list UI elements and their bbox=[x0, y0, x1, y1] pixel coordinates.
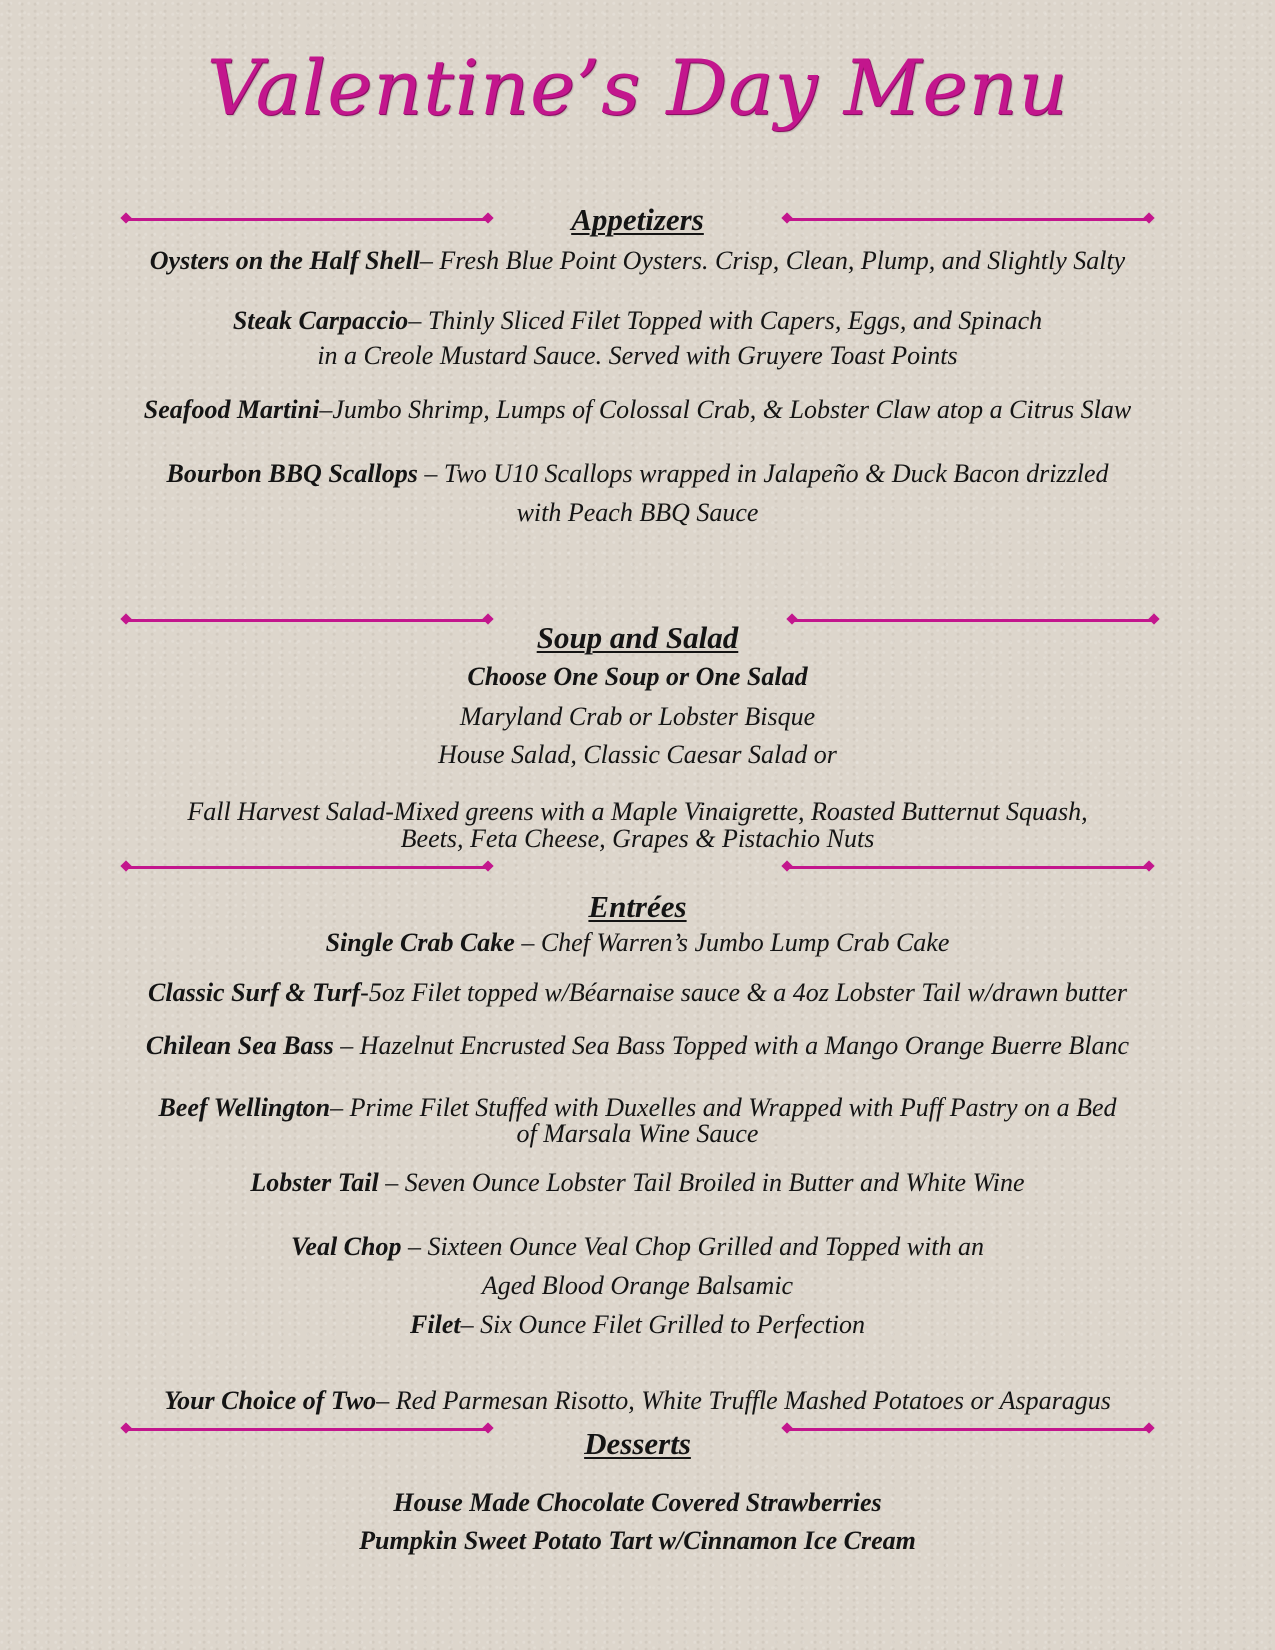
item-name: Beef Wellington bbox=[158, 1093, 331, 1122]
section-heading-entrees: Entrées bbox=[588, 889, 687, 924]
item-name: Classic Surf & Turf bbox=[148, 978, 361, 1007]
item-name: Chilean Sea Bass bbox=[145, 1031, 334, 1060]
item-name: Single Crab Cake bbox=[325, 928, 515, 957]
list-item: Beets, Feta Cheese, Grapes & Pistachio Nuts bbox=[400, 824, 875, 853]
menu-item: Chilean Sea Bass – Hazelnut Encrusted Sea Bass Topped with a Mango Orange Buerre Blanc bbox=[145, 1031, 1130, 1060]
item-description: 5oz Filet topped w/Béarnaise sauce & a 4oz Lobster Tail w/drawn butter bbox=[368, 978, 1127, 1007]
list-item: House Salad, Classic Caesar Salad or bbox=[438, 740, 837, 769]
menu-item: Veal Chop – Sixteen Ounce Veal Chop Grilled and Topped with an bbox=[290, 1232, 985, 1261]
menu-item-sides: Your Choice of Two– Red Parmesan Risotto, White Truffle Mashed Potatoes or Asparagus bbox=[164, 1386, 1111, 1415]
item-description: Red Parmesan Risotto, White Truffle Mashed Potatoes or Asparagus bbox=[395, 1386, 1111, 1415]
item-description: Hazelnut Encrusted Sea Bass Topped with a Mango Orange Buerre Blanc bbox=[359, 1031, 1130, 1060]
item-description: Chef Warren’s Jumbo Lump Crab Cake bbox=[540, 928, 950, 957]
menu-item: Filet– Six Ounce Filet Grilled to Perfection bbox=[410, 1310, 865, 1339]
menu-item: Single Crab Cake – Chef Warren’s Jumbo Lump Crab Cake bbox=[325, 928, 950, 957]
item-description: Sixteen Ounce Veal Chop Grilled and Topped with an bbox=[427, 1232, 985, 1261]
item-description: Two U10 Scallops wrapped in Jalapeño & Duck Bacon drizzled bbox=[443, 459, 1109, 488]
menu-title: Valentine’s Day Menu bbox=[206, 43, 1069, 132]
item-name: Your Choice of Two bbox=[164, 1386, 377, 1415]
section-heading-desserts: Desserts bbox=[584, 1426, 691, 1461]
item-description: Thinly Sliced Filet Topped with Capers, Eggs, and Spinach bbox=[427, 306, 1043, 335]
dessert-item: Pumpkin Sweet Potato Tart w/Cinnamon Ice Cream bbox=[359, 1526, 916, 1555]
list-item: Fall Harvest Salad-Mixed greens with a Maple Vinaigrette, Roasted Butternut Squash, bbox=[187, 797, 1088, 826]
item-name: Bourbon BBQ Scallops bbox=[166, 459, 418, 488]
item-description-cont: in a Creole Mustard Sauce. Served with Gruyere Toast Points bbox=[317, 341, 958, 370]
item-description-cont: with Peach BBQ Sauce bbox=[516, 498, 759, 527]
divider-left bbox=[127, 866, 487, 869]
item-description: Fresh Blue Point Oysters. Crisp, Clean, Plump, and Slightly Salty bbox=[439, 246, 1126, 275]
item-name: Lobster Tail bbox=[250, 1168, 379, 1197]
section-subheading: Choose One Soup or One Salad bbox=[467, 662, 808, 691]
menu-item: Beef Wellington– Prime Filet Stuffed with Duxelles and Wrapped with Puff Pastry on a Bed bbox=[158, 1093, 1117, 1122]
item-description: Prime Filet Stuffed with Duxelles and Wrapped with Puff Pastry on a Bed bbox=[349, 1093, 1117, 1122]
item-description-cont: of Marsala Wine Sauce bbox=[516, 1119, 759, 1148]
menu-item: Lobster Tail – Seven Ounce Lobster Tail Broiled in Butter and White Wine bbox=[250, 1168, 1025, 1197]
section-heading-appetizers: Appetizers bbox=[571, 202, 704, 237]
menu-item: Steak Carpaccio– Thinly Sliced Filet Topped with Capers, Eggs, and Spinach bbox=[232, 306, 1043, 335]
dessert-item: House Made Chocolate Covered Strawberries bbox=[393, 1488, 882, 1517]
item-description-cont: Aged Blood Orange Balsamic bbox=[481, 1271, 794, 1300]
section-heading-soup-salad: Soup and Salad bbox=[536, 620, 739, 655]
item-description: Seven Ounce Lobster Tail Broiled in Butter and White Wine bbox=[404, 1168, 1025, 1197]
item-description: Jumbo Shrimp, Lumps of Colossal Crab, & Lobster Claw atop a Citrus Slaw bbox=[332, 395, 1132, 424]
menu-item: Classic Surf & Turf-5oz Filet topped w/Béarnaise sauce & a 4oz Lobster Tail w/drawn butter bbox=[148, 978, 1127, 1007]
item-name: Steak Carpaccio bbox=[232, 306, 409, 335]
item-name: Oysters on the Half Shell bbox=[149, 246, 420, 275]
menu-item: Bourbon BBQ Scallops – Two U10 Scallops wrapped in Jalapeño & Duck Bacon drizzled bbox=[166, 459, 1109, 488]
menu-item: Oysters on the Half Shell– Fresh Blue Point Oysters. Crisp, Clean, Plump, and Slightly Salty bbox=[149, 246, 1126, 275]
item-description: Six Ounce Filet Grilled to Perfection bbox=[480, 1310, 865, 1339]
item-name: Seafood Martini bbox=[143, 395, 320, 424]
list-item: Maryland Crab or Lobster Bisque bbox=[459, 702, 816, 731]
item-name: Filet bbox=[410, 1310, 461, 1339]
divider-right bbox=[788, 866, 1148, 869]
menu-item: Seafood Martini–Jumbo Shrimp, Lumps of Colossal Crab, & Lobster Claw atop a Citrus Slaw bbox=[143, 395, 1132, 424]
item-name: Veal Chop bbox=[290, 1232, 402, 1261]
